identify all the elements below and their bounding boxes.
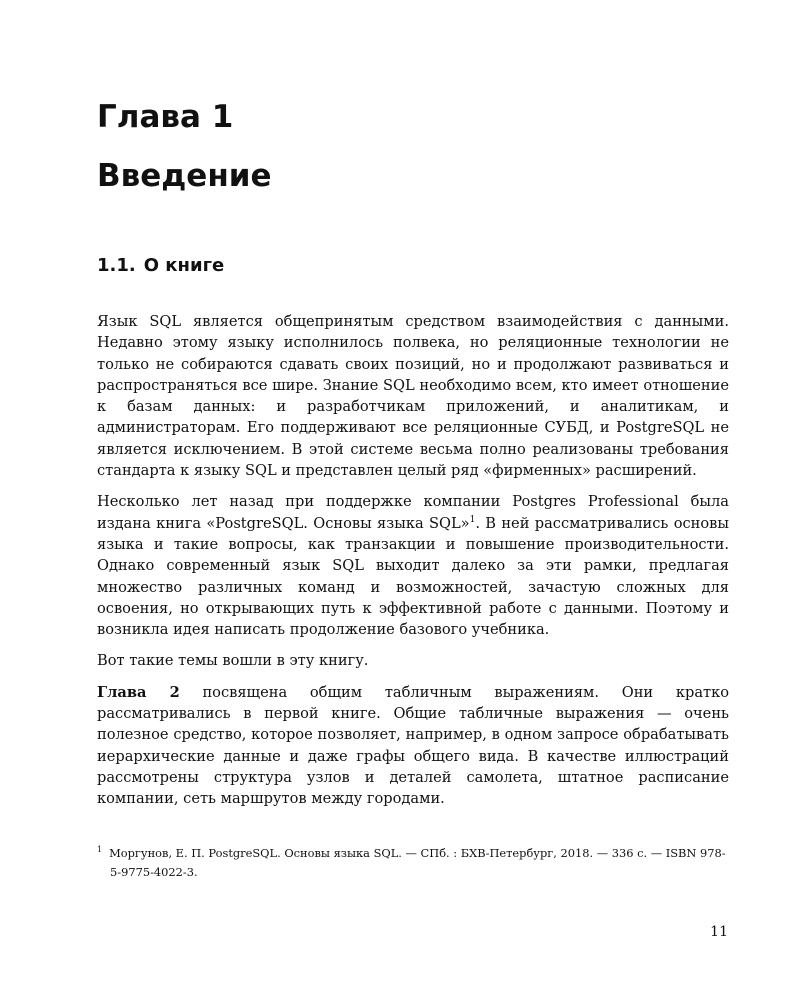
paragraph-2-text-end: . В ней рассматривались основы языка и такие вопросы, как транзакции и повышение производительности. Однако современный язык SQL выходит далеко за эти рамки, предлагая множество различных команд и возможностей, зачастую сложных для освоения, но открывающих путь к эффективной работе с данными. Поэтому и возникла идея написать продолжение базового учебника. bbox=[97, 514, 729, 639]
paragraph-2-text-start: Несколько лет назад при поддержке компании Postgres Professional была издана книга «PostgreSQL. Основы языка SQL» bbox=[97, 493, 729, 532]
page-number: 11 bbox=[710, 924, 728, 940]
paragraph-4-text: посвящена общим табличным выражениям. Они кратко рассматривались в первой книге. Общие табличные выражения — очень полезное средство, которое позволяет, например, в одном запросе обрабатывать иерархические данные и даже графы общего вида. В качестве иллюстраций рассмотрены структура узлов и деталей самолета, штатное расписание компании, сеть маршрутов между городами. bbox=[97, 683, 730, 808]
footnote bbox=[97, 844, 729, 881]
footnote-mark: 1 bbox=[97, 845, 103, 855]
paragraph-4 bbox=[97, 682, 729, 810]
section-title: О книге bbox=[143, 255, 225, 276]
footnote-text: Моргунов, Е. П. PostgreSQL. Основы языка SQL. — СПб. : БХВ-Петербург, 2018. — 336 с. — ISBN 978-5-9775-4022-3. bbox=[109, 846, 726, 879]
paragraph-2 bbox=[97, 491, 729, 640]
chapter-title: Введение bbox=[97, 158, 272, 194]
section-heading bbox=[97, 254, 224, 278]
footnote-reference[interactable]: 1 bbox=[469, 514, 476, 525]
chapter-number: Глава 1 bbox=[97, 99, 234, 135]
paragraph-1: Язык SQL является общепринятым средством взаимодействия с данными. Недавно этому языку исполнилось полвека, но реляционные технологии не только не собираются сдавать своих позиций, но и продолжают развиваться и распространяться все шире. Знание SQL необходимо всем, кто имеет отношение к базам данных: и разработчикам приложений, и аналитикам, и администраторам. Его поддерживают все реляционные СУБД, и PostgreSQL не является исключением. В этой системе весьма полно реализованы требования стандарта к языку SQL и представлен целый ряд «фирменных» расширений. bbox=[97, 313, 729, 480]
chapter-reference: Глава 2 bbox=[97, 683, 180, 701]
body-text bbox=[97, 311, 729, 820]
section-number: 1.1. bbox=[97, 255, 136, 276]
paragraph-3: Вот такие темы вошли в эту книгу. bbox=[97, 652, 369, 670]
